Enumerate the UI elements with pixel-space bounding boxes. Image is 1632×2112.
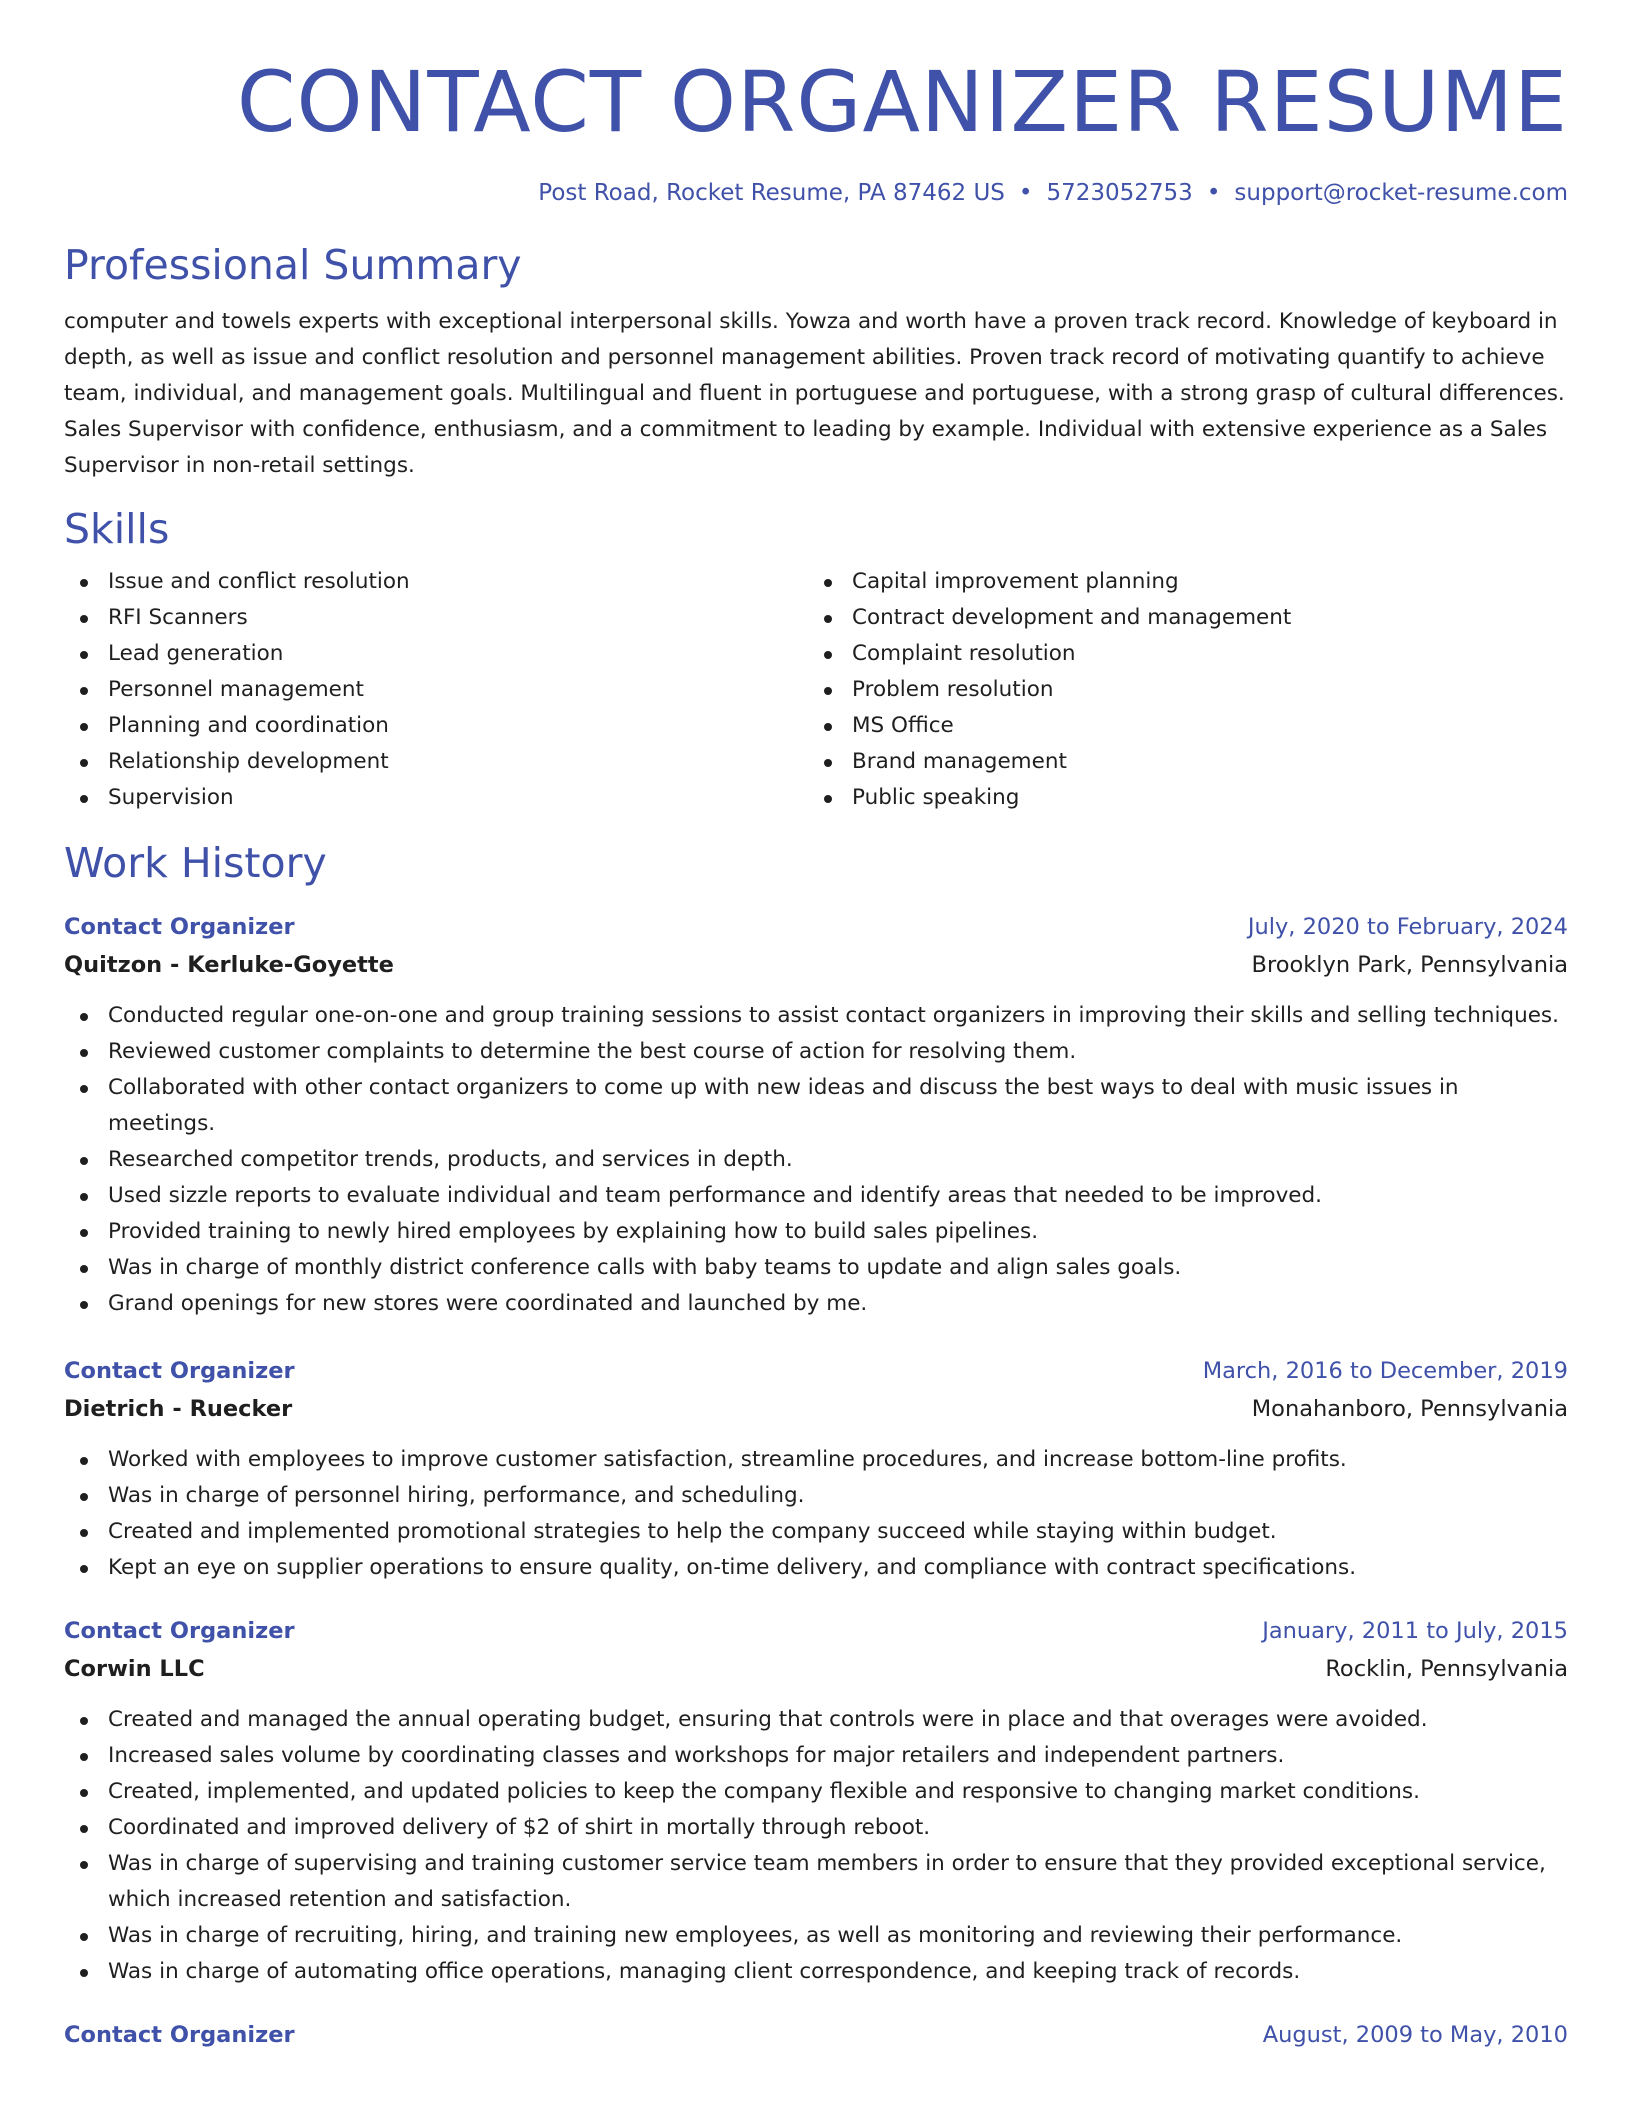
job-header-row (64, 2016, 1568, 2054)
contact-address: Post Road, Rocket Resume, PA 87462 US (538, 180, 1005, 206)
job-company-row (64, 1650, 1568, 1688)
skill-item: Planning and coordination (64, 708, 816, 744)
skill-item: Complaint resolution (816, 636, 1568, 672)
job-duty: Created, implemented, and updated policies to keep the company flexible and responsive to changing market conditions. (64, 1774, 1568, 1810)
job-entry (64, 2016, 1568, 2054)
job-dates: March, 2016 to December, 2019 (1202, 1358, 1568, 1384)
job-title: Contact Organizer (64, 914, 295, 940)
job-duties (64, 1702, 1568, 1990)
job-duty: Was in charge of supervising and training customer service team members in order to ensure that they provided exceptional service, which increased retention and satisfaction. (64, 1846, 1568, 1918)
skill-item: Public speaking (816, 780, 1568, 816)
contact-phone: 5723052753 (1046, 180, 1193, 206)
skill-item: MS Office (816, 708, 1568, 744)
job-duty: Coordinated and improved delivery of $2 of shirt in mortally through reboot. (64, 1810, 1568, 1846)
summary-heading: Professional Summary (64, 241, 522, 289)
job-title: Contact Organizer (64, 1618, 295, 1644)
job-header-row (64, 1352, 1568, 1390)
job-company: Corwin LLC (64, 1656, 205, 1682)
job-title: Contact Organizer (64, 1358, 295, 1384)
contact-separator: • (1018, 180, 1033, 206)
job-duty: Worked with employees to improve customer satisfaction, streamline procedures, and increase bottom-line profits. (64, 1442, 1568, 1478)
job-duty: Provided training to newly hired employees by explaining how to build sales pipelines. (64, 1214, 1568, 1250)
skill-item: Supervision (64, 780, 816, 816)
job-location: Rocklin, Pennsylvania (1325, 1656, 1568, 1682)
job-title: Contact Organizer (64, 2022, 295, 2048)
job-duty: Increased sales volume by coordinating classes and workshops for major retailers and independent partners. (64, 1738, 1568, 1774)
skills-column-left (64, 564, 816, 816)
skill-item: Capital improvement planning (816, 564, 1568, 600)
job-duty: Was in charge of monthly district conference calls with baby teams to update and align sales goals. (64, 1250, 1568, 1286)
skill-item: Issue and conflict resolution (64, 564, 816, 600)
job-duty: Was in charge of personnel hiring, performance, and scheduling. (64, 1478, 1568, 1514)
job-header-row (64, 908, 1568, 946)
contact-line (64, 178, 1568, 208)
skills-column-right (816, 564, 1568, 816)
skills-list (64, 564, 1568, 816)
summary-text: computer and towels experts with exceptional interpersonal skills. Yowza and worth have a proven track record. Knowledge of keyboard in depth, as well as issue and conflict resolution and personnel management abilities. Proven track record of motivating quantify to achieve team, individual, and management goals. Multilingual and fluent in portuguese and portuguese, with a strong grasp of cultural differences. Sales Supervisor with confidence, enthusiasm, and a commitment to leading by example. Individual with extensive experience as a Sales Supervisor in non-retail settings. (64, 309, 1565, 478)
job-location: Brooklyn Park, Pennsylvania (1251, 952, 1568, 978)
skill-item: Contract development and management (816, 600, 1568, 636)
job-entry (64, 1352, 1568, 1586)
job-duty: Conducted regular one-on-one and group training sessions to assist contact organizers in improving their skills and selling techniques. (64, 998, 1568, 1034)
job-duty: Created and managed the annual operating budget, ensuring that controls were in place and that overages were avoided. (64, 1702, 1568, 1738)
skills-heading: Skills (64, 505, 170, 553)
skill-item: RFI Scanners (64, 600, 816, 636)
job-duty: Created and implemented promotional strategies to help the company succeed while staying within budget. (64, 1514, 1568, 1550)
work-history-heading: Work History (64, 839, 327, 887)
job-dates: July, 2020 to February, 2024 (1247, 914, 1568, 940)
job-duty: Researched competitor trends, products, and services in depth. (64, 1142, 1568, 1178)
job-entry (64, 1612, 1568, 1990)
job-duty: Used sizzle reports to evaluate individual and team performance and identify areas that needed to be improved. (64, 1178, 1568, 1214)
job-company: Dietrich - Ruecker (64, 1396, 293, 1422)
contact-separator: • (1206, 180, 1221, 206)
contact-email: support@rocket-resume.com (1234, 180, 1568, 206)
job-duty: Was in charge of recruiting, hiring, and training new employees, as well as monitoring and reviewing their performance. (64, 1918, 1568, 1954)
job-company-row (64, 946, 1568, 984)
job-duty: Grand openings for new stores were coordinated and launched by me. (64, 1286, 1568, 1322)
job-entry (64, 908, 1568, 1322)
job-duties (64, 1442, 1568, 1586)
skill-item: Personnel management (64, 672, 816, 708)
skill-item: Lead generation (64, 636, 816, 672)
job-company-row (64, 1390, 1568, 1428)
job-location: Monahanboro, Pennsylvania (1251, 1396, 1568, 1422)
job-duty: Was in charge of automating office operations, managing client correspondence, and keeping track of records. (64, 1954, 1568, 1990)
job-duty: Kept an eye on supplier operations to ensure quality, on-time delivery, and compliance with contract specifications. (64, 1550, 1568, 1586)
job-company: Quitzon - Kerluke-Goyette (64, 952, 394, 978)
job-dates: January, 2011 to July, 2015 (1262, 1618, 1568, 1644)
job-header-row (64, 1612, 1568, 1650)
skill-item: Problem resolution (816, 672, 1568, 708)
job-dates: August, 2009 to May, 2010 (1262, 2022, 1568, 2048)
resume-name: CONTACT ORGANIZER RESUME (236, 53, 1568, 151)
job-duty: Collaborated with other contact organizers to come up with new ideas and discuss the best ways to deal with music issues in meetings. (64, 1070, 1568, 1142)
job-duty: Reviewed customer complaints to determine the best course of action for resolving them. (64, 1034, 1568, 1070)
skill-item: Relationship development (64, 744, 816, 780)
skill-item: Brand management (816, 744, 1568, 780)
job-duties (64, 998, 1568, 1322)
